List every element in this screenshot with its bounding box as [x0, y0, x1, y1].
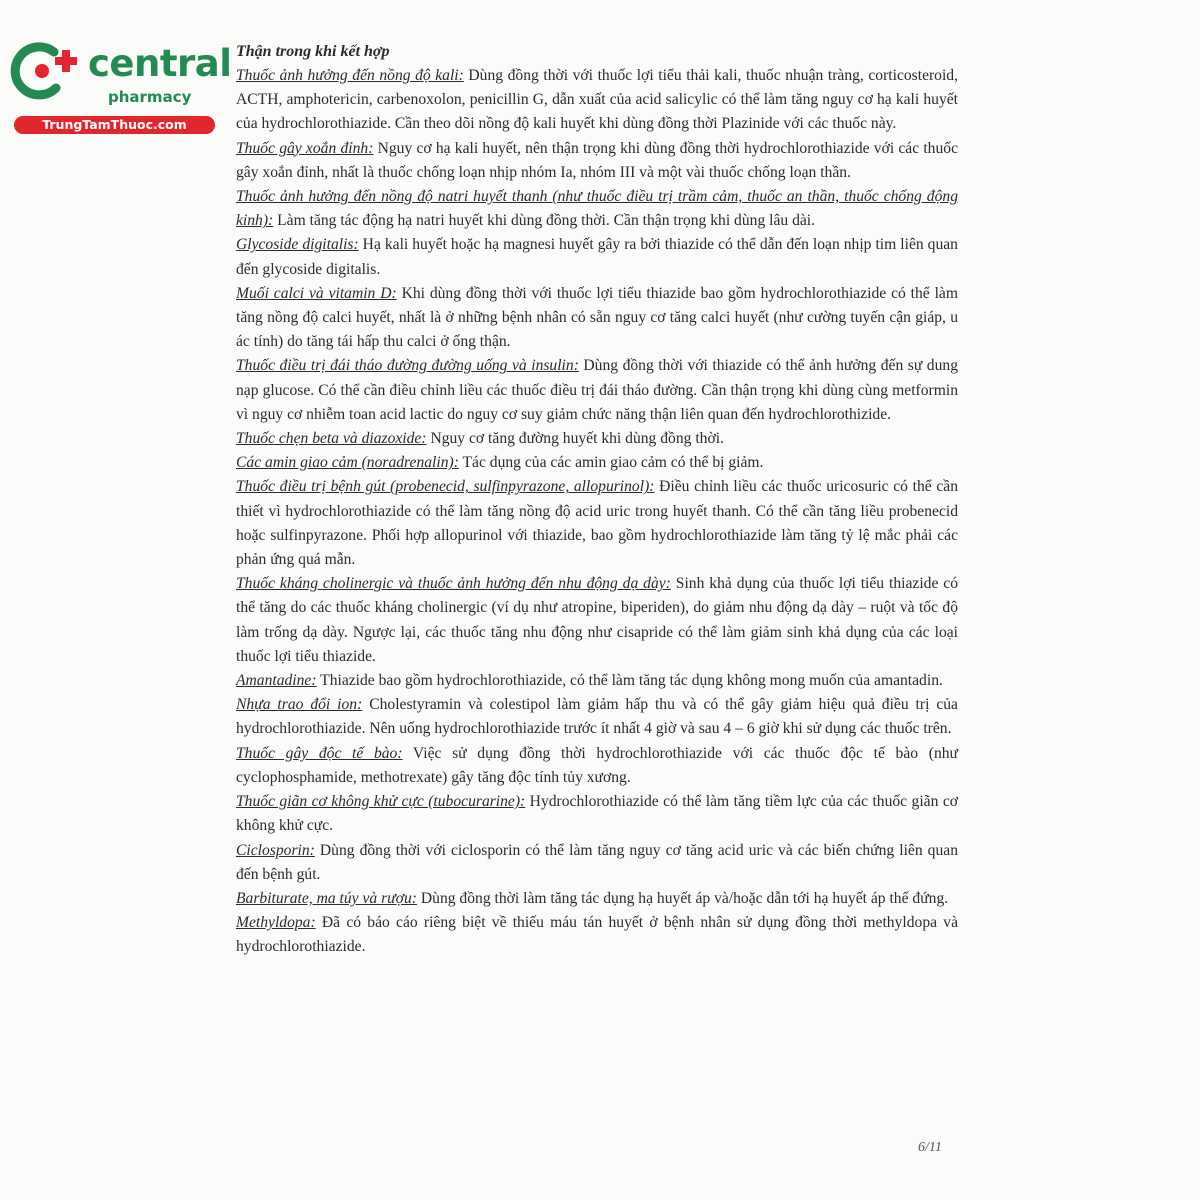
- drug-term: Thuốc giãn cơ không khử cực (tubocurarine):: [236, 793, 526, 811]
- interaction-text: Nguy cơ tăng đường huyết khi dùng đồng thời.: [426, 430, 724, 448]
- interaction-text: Nguy cơ hạ kali huyết, nên thận trọng khi dùng đồng thời hydrochlorothiazide với các thuốc gây xoắn đỉnh, nhất là thuốc chống loạn nhịp nhóm Ia, nhóm III và một vài thuốc chống loạn thần.: [236, 139, 958, 181]
- drug-term: Barbiturate, ma túy và rượu:: [236, 889, 417, 907]
- interaction-text: Tác dụng của các amin giao cảm có thể bị giảm.: [458, 454, 764, 472]
- interaction-paragraph: [236, 887, 958, 911]
- drug-term: Nhựa trao đổi ion:: [236, 696, 363, 714]
- interaction-text: Dùng đồng thời với thuốc lợi tiểu thải kali, thuốc nhuận tràng, corticosteroid, ACTH, amphotericin, carbenoxolon, penicillin G, dẫn xuất của acid salicylic có thể làm tăng nguy cơ hạ kali huyết của hydrochlorothiazide. Cần theo dõi nồng độ kali huyết khi dùng đồng thời Plazinide với các thuốc này.: [236, 67, 959, 133]
- interaction-text: Sinh khả dụng của thuốc lợi tiểu thiazide có thể tăng do các thuốc kháng cholinergic (ví dụ như atropine, biperiden), do giảm nhu động dạ dày – ruột và tốc độ làm trống dạ dày. Ngược lại, các thuốc tăng nhu động như cisapride có thể làm giảm sinh khả dụng của các loại thuốc lợi tiểu thiazide.: [236, 575, 958, 665]
- interaction-paragraph: [236, 282, 958, 355]
- central-pharmacy-logo: [10, 36, 232, 136]
- drug-term: Thuốc ảnh hưởng đến nồng độ natri huyết thanh (như thuốc điều trị trầm cảm, thuốc an thần, thuốc chống động kinh):: [236, 188, 958, 230]
- drug-term: Các amin giao cảm (noradrenalin):: [236, 454, 459, 472]
- interaction-text: Cholestyramin và colestipol làm giảm hấp thu và có thể gây giảm hiệu quả điều trị của hydrochlorothiazide. Nên uống hydrochlorothiazide trước ít nhất 4 giờ và sau 4 – 6 giờ khi sử dụng các thuốc trên.: [236, 696, 958, 738]
- interaction-paragraph: [236, 911, 958, 959]
- interaction-paragraph: [236, 427, 958, 451]
- interaction-paragraph: [236, 354, 958, 427]
- interaction-text: Dùng đồng thời với ciclosporin có thể làm tăng nguy cơ tăng acid uric và các biến chứng liên quan đến bệnh gút.: [236, 841, 958, 883]
- brand-name: central: [88, 42, 232, 85]
- interaction-text: Khi dùng đồng thời với thuốc lợi tiểu thiazide bao gồm hydrochlorothiazide có thể làm tăng nồng độ calci huyết, nhất là ở những bệnh nhân có sẵn nguy cơ tăng calci huyết (như cường tuyến cận giáp, u ác tính) do tăng tái hấp thu calci ở ống thận.: [236, 284, 958, 351]
- document-body: [236, 40, 958, 960]
- drug-term: Amantadine:: [236, 672, 317, 690]
- interaction-list: [236, 64, 958, 960]
- section-heading: Thận trong khi kết hợp: [236, 43, 390, 60]
- drug-term: Thuốc điều trị đái tháo đường đường uống và insulin:: [236, 357, 579, 375]
- interaction-paragraph: [236, 137, 958, 185]
- drug-term: Methyldopa:: [236, 914, 316, 932]
- drug-term: Thuốc chẹn beta và diazoxide:: [236, 430, 427, 448]
- interaction-paragraph: [236, 693, 958, 741]
- interaction-paragraph: [236, 451, 958, 475]
- interaction-text: Hạ kali huyết hoặc hạ magnesi huyết gây ra bởi thiazide có thể dẫn đến loạn nhịp tim liên quan đến glycoside digitalis.: [236, 236, 958, 278]
- central-logo-icon: [10, 36, 80, 106]
- brand-subtitle: pharmacy: [108, 88, 192, 106]
- interaction-paragraph: [236, 839, 958, 887]
- drug-term: Thuốc gây độc tế bào:: [236, 744, 403, 762]
- interaction-paragraph: [236, 475, 958, 572]
- interaction-paragraph: [236, 572, 958, 669]
- interaction-text: Điều chỉnh liều các thuốc uricosuric có thể cần thiết vì hydrochlorothiazide có thể làm tăng nồng độ acid uric trong huyết thanh. Có thể cần tăng liều probenecid hoặc sulfinpyrazone. Phối hợp allopurinol với thiazide, bao gồm hydrochlorothiazide làm tăng tỷ lệ mắc phải các phản ứng quá mẫn.: [236, 478, 958, 569]
- interaction-paragraph: [236, 233, 958, 281]
- drug-term: Thuốc kháng cholinergic và thuốc ảnh hưởng đến nhu động dạ dày:: [236, 575, 671, 593]
- drug-term: Glycoside digitalis:: [236, 236, 359, 254]
- interaction-text: Hydrochlorothiazide có thể làm tăng tiềm lực của các thuốc giãn cơ không khử cực.: [236, 793, 958, 835]
- interaction-paragraph: [236, 790, 958, 838]
- drug-term: Thuốc ảnh hưởng đến nồng độ kali:: [236, 67, 464, 84]
- drug-term: Ciclosporin:: [236, 841, 315, 859]
- interaction-text: Dùng đồng thời làm tăng tác dụng hạ huyết áp và/hoặc dẫn tới hạ huyết áp thế đứng.: [416, 889, 949, 907]
- drug-term: Thuốc gây xoắn đỉnh:: [236, 139, 374, 157]
- drug-term: Muối calci và vitamin D:: [236, 284, 397, 302]
- interaction-text: Thiazide bao gồm hydrochlorothiazide, có thể làm tăng tác dụng không mong muốn của amantadin.: [316, 672, 943, 690]
- interaction-text: Làm tăng tác động hạ natri huyết khi dùng đồng thời. Cần thận trọng khi dùng lâu dài.: [273, 212, 816, 230]
- page-number: 6/11: [918, 1140, 942, 1155]
- drug-term: Thuốc điều trị bệnh gút (probenecid, sulfinpyrazone, allopurinol):: [236, 478, 655, 496]
- interaction-paragraph: [236, 669, 958, 693]
- interaction-paragraph: [236, 185, 958, 233]
- brand-url: TrungTamThuoc.com: [14, 116, 215, 134]
- interaction-paragraph: [236, 742, 958, 790]
- interaction-text: Việc sử dụng đồng thời hydrochlorothiazide với các thuốc độc tế bào (như cyclophosphamide, methotrexate) gây tăng độc tính tủy xương.: [236, 744, 958, 786]
- interaction-paragraph: [236, 64, 958, 137]
- interaction-text: Đã có báo cáo riêng biệt về thiếu máu tán huyết ở bệnh nhân sử dụng đồng thời methyldopa và hydrochlorothiazide.: [236, 914, 958, 956]
- interaction-text: Dùng đồng thời với thiazide có thể ảnh hưởng đến sự dung nạp glucose. Có thể cần điều chỉnh liều các thuốc điều trị đái tháo đường. Cần thận trọng khi dùng cùng metformin vì nguy cơ nhiễm toan acid lactic do nguy cơ suy giảm chức năng thận liên quan đến hydrochlorothizide.: [236, 357, 958, 423]
